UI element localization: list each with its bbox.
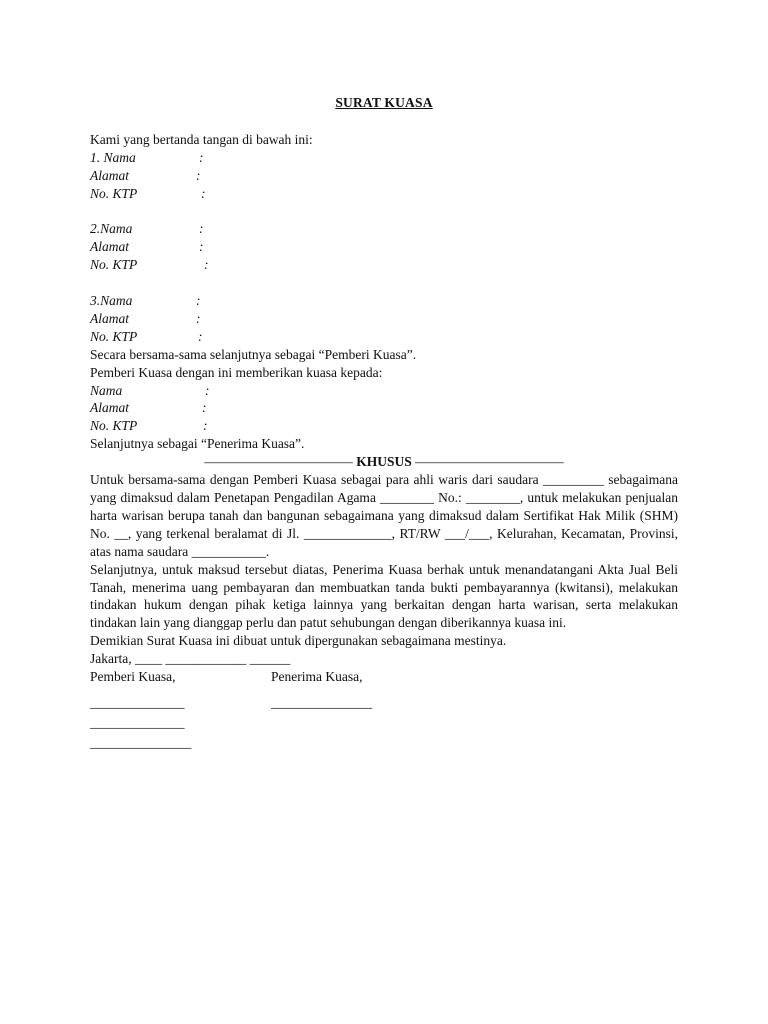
signature-labels-row [90, 668, 678, 686]
receiver-name-row [90, 382, 678, 400]
spacer [90, 686, 678, 694]
person-2-name-row [90, 220, 678, 238]
colon: : [196, 310, 201, 326]
receiver-note: Selanjutnya sebagai “Penerima Kuasa”. [90, 436, 305, 452]
person-1-ktp-label: No. KTP [90, 185, 138, 201]
place-date: Jakarta, ____ ____________ ______ [90, 651, 291, 667]
paragraph-powers: Selanjutnya, untuk maksud tersebut diatas, Penerima Kuasa berhak untuk menandatangani Akta Jual Beli Tanah, menerima uang pembayaran dan membuatkan tanda bukti pembayarannya (kwitansi), melakukan tindakan hukum dengan pihak ketiga lainnya yang berkaitan dengan harta warisan, serta melakukan tindakan lain yang dianggap perlu dan patut sehubungan dengan diberikannya kuasa ini. [90, 561, 678, 631]
person-1-address-label: Alamat [90, 167, 129, 183]
colon: : [199, 239, 204, 255]
signature-lines-row [90, 694, 678, 712]
section-label: KHUSUS [356, 454, 412, 470]
colon: : [198, 328, 203, 344]
person-3-name-row [90, 292, 678, 310]
giver-signature-label: Pemberi Kuasa, [90, 669, 176, 685]
paragraph-authorization: Untuk bersama-sama dengan Pemberi Kuasa sebagai para ahli waris dari saudara _________ sebagaimana yang dimaksud dalam Penetapan Pengadilan Agama ________ No.: ________, untuk melakukan penjualan harta warisan berupa tanah dan bangunan sebagaimana yang dimaksud dalam Sertifikat Hak Milik (SHM) No. __, yang terkenal beralamat di Jl. _____________, RT/RW ___/___, Kelurahan, Kecamatan, Provinsi, atas nama saudara ___________. [90, 472, 678, 559]
colon: : [203, 418, 208, 434]
person-1-ktp-row [90, 185, 678, 203]
giver-signature-line-2: ______________ [90, 714, 185, 730]
colon: : [205, 382, 210, 398]
colon: : [204, 257, 209, 273]
person-2-address-row [90, 238, 678, 256]
colon: : [196, 293, 201, 309]
closing-text: Demikian Surat Kuasa ini dibuat untuk dipergunakan sebagaimana mestinya. [90, 633, 507, 649]
person-1-name-row [90, 149, 678, 167]
section-rule-right: ——————————— [415, 454, 564, 470]
colon: : [199, 149, 204, 165]
person-2-ktp-row [90, 256, 678, 274]
receiver-name-label: Nama [90, 382, 123, 398]
colon: : [199, 221, 204, 237]
section-rule-left: ——————————— [204, 454, 353, 470]
receiver-address-label: Alamat [90, 400, 129, 416]
person-2-name-label: 2.Nama [90, 221, 133, 237]
person-1-name-label: 1. Nama [90, 149, 136, 165]
grant-text: Pemberi Kuasa dengan ini memberikan kuasa kepada: [90, 364, 383, 380]
person-2-address-label: Alamat [90, 239, 129, 255]
receiver-ktp-row [90, 417, 678, 435]
jointly-text: Secara bersama-sama selanjutnya sebagai “Pemberi Kuasa”. [90, 346, 417, 362]
person-3-address-label: Alamat [90, 310, 129, 326]
receiver-ktp-label: No. KTP [90, 418, 138, 434]
giver-signature-line-3: _______________ [90, 734, 192, 750]
colon: : [196, 167, 201, 183]
colon: : [201, 185, 206, 201]
receiver-signature-label: Penerima Kuasa, [271, 669, 363, 685]
giver-signature-line-1: ______________ [90, 694, 185, 710]
spacer [90, 203, 678, 221]
person-3-ktp-label: No. KTP [90, 328, 138, 344]
spacer [90, 274, 678, 292]
person-2-ktp-label: No. KTP [90, 257, 138, 273]
colon: : [202, 400, 207, 416]
person-3-name-label: 3.Nama [90, 293, 133, 309]
person-1-address-row [90, 167, 678, 185]
section-heading [90, 453, 678, 471]
person-3-address-row [90, 310, 678, 328]
receiver-signature-line: _______________ [271, 694, 373, 710]
receiver-address-row [90, 399, 678, 417]
person-3-ktp-row [90, 328, 678, 346]
document-title: SURAT KUASA [335, 95, 433, 110]
intro-text: Kami yang bertanda tangan di bawah ini: [90, 131, 313, 147]
